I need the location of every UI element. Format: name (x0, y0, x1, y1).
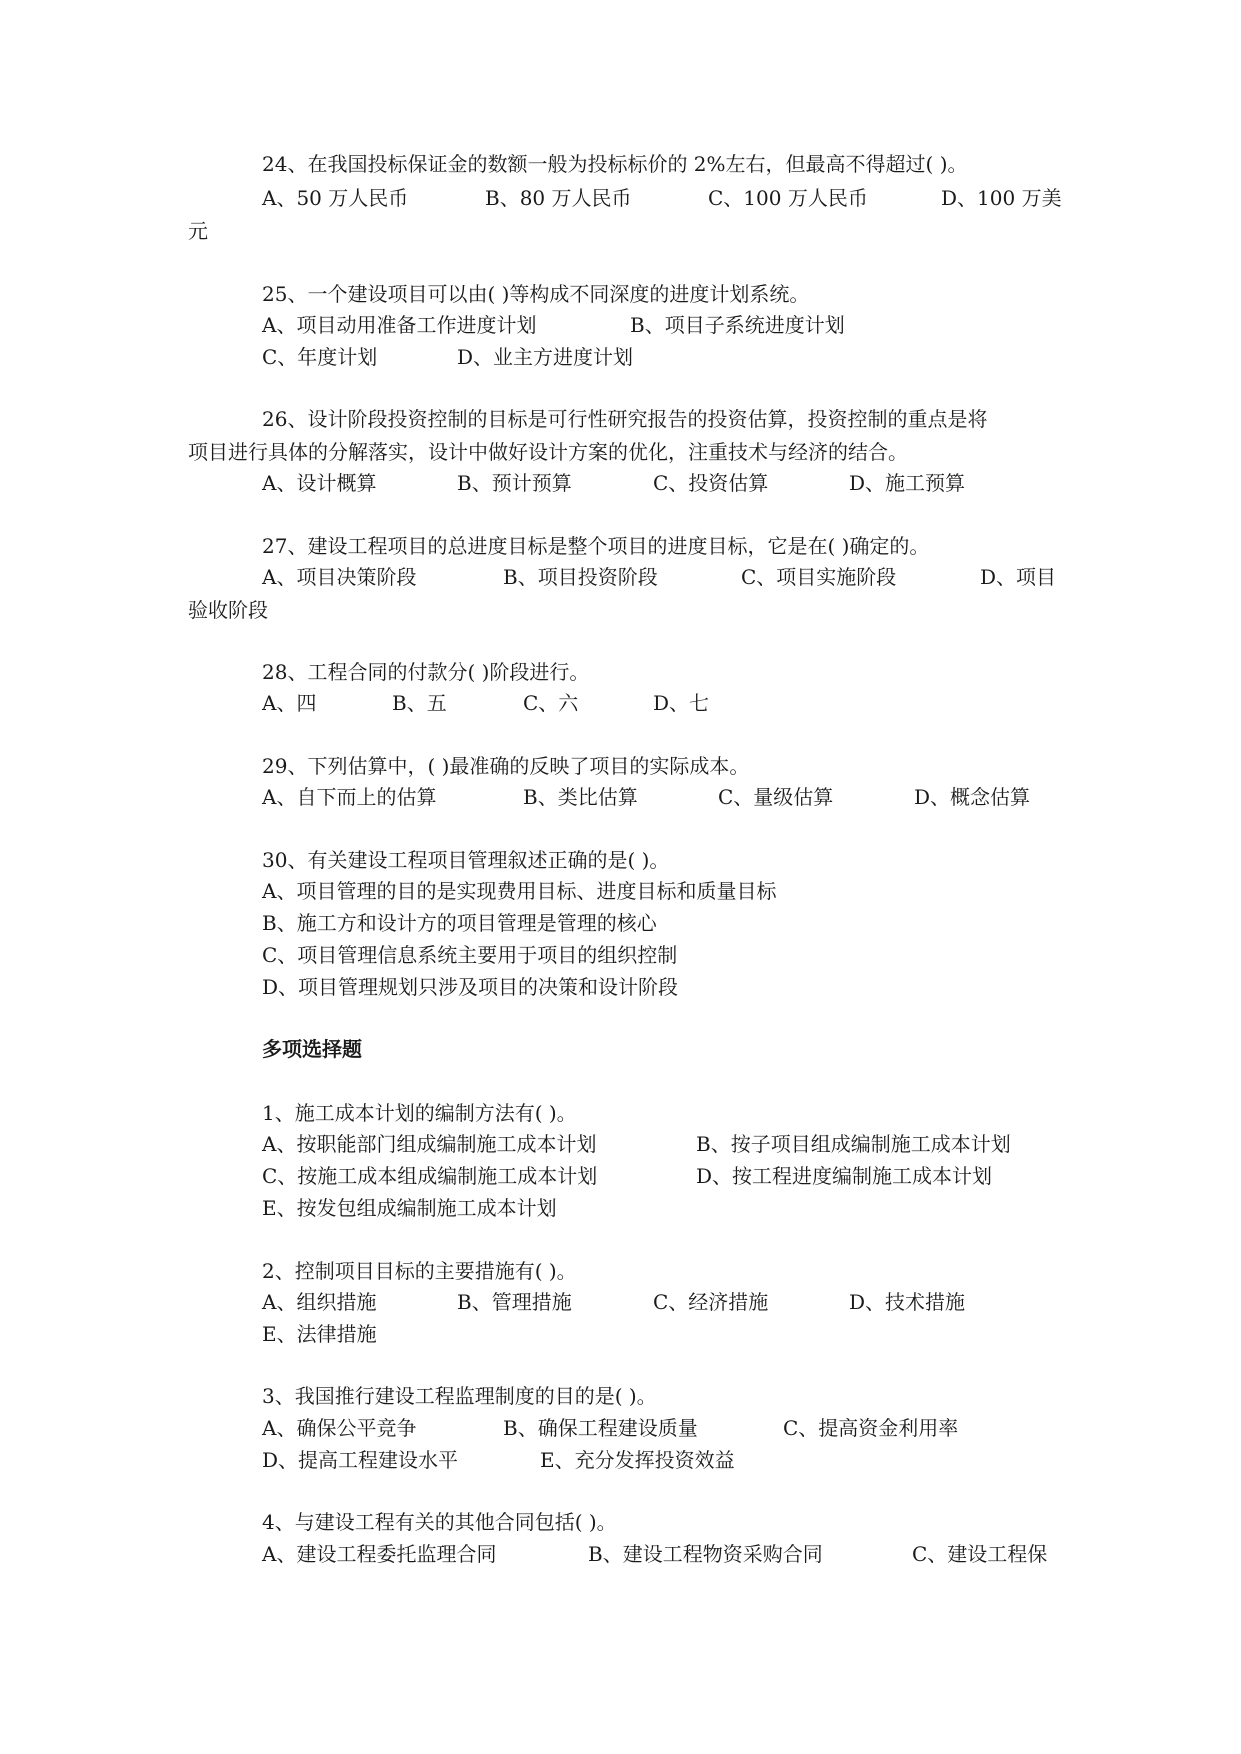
multi-option-3-d: D、提高工程建设水平 (262, 1448, 459, 1472)
question-27: 27、建设工程项目的总进度目标是整个项目的进度目标，它是在( )确定的。 (262, 534, 930, 558)
option-29-a: A、自下而上的估算 (262, 785, 437, 809)
option-24-d-wrap: 元 (188, 219, 208, 243)
option-26-d: D、施工预算 (849, 471, 966, 495)
multi-option-1-b: B、按子项目组成编制施工成本计划 (696, 1132, 1011, 1156)
multi-option-4-a: A、建设工程委托监理合同 (262, 1542, 497, 1566)
multi-option-2-b: B、管理措施 (457, 1290, 572, 1314)
multi-option-1-d: D、按工程进度编制施工成本计划 (696, 1164, 993, 1188)
question-26-wrap: 项目进行具体的分解落实，设计中做好设计方案的优化，注重技术与经济的结合。 (188, 440, 908, 464)
option-28-a: A、四 (262, 691, 317, 715)
option-30-d: D、项目管理规划只涉及项目的决策和设计阶段 (262, 975, 679, 999)
multi-option-3-a: A、确保公平竞争 (262, 1416, 417, 1440)
multi-option-4-b: B、建设工程物资采购合同 (588, 1542, 823, 1566)
multi-option-3-e: E、充分发挥投资效益 (540, 1448, 735, 1472)
option-24-d: D、100 万美 (941, 186, 1062, 210)
option-26-a: A、设计概算 (262, 471, 377, 495)
option-29-b: B、类比估算 (523, 785, 638, 809)
option-27-a: A、项目决策阶段 (262, 565, 417, 589)
option-30-a: A、项目管理的目的是实现费用目标、进度目标和质量目标 (262, 879, 777, 903)
multi-option-2-d: D、技术措施 (849, 1290, 966, 1314)
multi-option-4-c: C、建设工程保 (912, 1542, 1048, 1566)
multi-option-1-a: A、按职能部门组成编制施工成本计划 (262, 1132, 597, 1156)
multi-option-3-c: C、提高资金利用率 (783, 1416, 959, 1440)
option-29-c: C、量级估算 (718, 785, 834, 809)
option-25-d: D、业主方进度计划 (457, 345, 634, 369)
option-28-c: C、六 (523, 691, 579, 715)
option-26-b: B、预计预算 (457, 471, 572, 495)
question-30: 30、有关建设工程项目管理叙述正确的是( )。 (262, 848, 670, 872)
option-27-c: C、项目实施阶段 (741, 565, 897, 589)
option-25-b: B、项目子系统进度计划 (630, 313, 845, 337)
option-24-c: C、100 万人民币 (708, 186, 868, 210)
multi-question-2: 2、控制项目目标的主要措施有( )。 (262, 1259, 577, 1283)
question-26: 26、设计阶段投资控制的目标是可行性研究报告的投资估算，投资控制的重点是将 (262, 407, 988, 431)
multi-option-3-b: B、确保工程建设质量 (503, 1416, 698, 1440)
multi-option-2-c: C、经济措施 (653, 1290, 769, 1314)
question-28: 28、工程合同的付款分( )阶段进行。 (262, 660, 590, 684)
option-27-b: B、项目投资阶段 (503, 565, 658, 589)
multi-question-3: 3、我国推行建设工程监理制度的目的是( )。 (262, 1384, 657, 1408)
multi-question-4: 4、与建设工程有关的其他合同包括( )。 (262, 1510, 617, 1534)
option-25-a: A、项目动用准备工作进度计划 (262, 313, 537, 337)
multi-question-1: 1、施工成本计划的编制方法有( )。 (262, 1101, 577, 1125)
multi-option-1-c: C、按施工成本组成编制施工成本计划 (262, 1164, 598, 1188)
question-24: 24、在我国投标保证金的数额一般为投标标价的 2%左右，但最高不得超过( )。 (262, 152, 968, 176)
question-29: 29、下列估算中，( )最准确的反映了项目的实际成本。 (262, 754, 750, 778)
option-24-b: B、80 万人民币 (485, 186, 632, 210)
multi-option-1-e: E、按发包组成编制施工成本计划 (262, 1196, 557, 1220)
multi-option-2-e: E、法律措施 (262, 1322, 377, 1346)
section-heading-multi-choice: 多项选择题 (262, 1037, 362, 1061)
option-27-d-wrap: 验收阶段 (188, 598, 268, 622)
option-30-c: C、项目管理信息系统主要用于项目的组织控制 (262, 943, 678, 967)
option-28-b: B、五 (392, 691, 447, 715)
option-29-d: D、概念估算 (914, 785, 1031, 809)
multi-option-2-a: A、组织措施 (262, 1290, 377, 1314)
question-25: 25、一个建设项目可以由( )等构成不同深度的进度计划系统。 (262, 282, 810, 306)
option-30-b: B、施工方和设计方的项目管理是管理的核心 (262, 911, 657, 935)
option-24-a: A、50 万人民币 (262, 186, 409, 210)
option-27-d: D、项目 (980, 565, 1057, 589)
option-25-c: C、年度计划 (262, 345, 378, 369)
option-26-c: C、投资估算 (653, 471, 769, 495)
option-28-d: D、七 (653, 691, 710, 715)
